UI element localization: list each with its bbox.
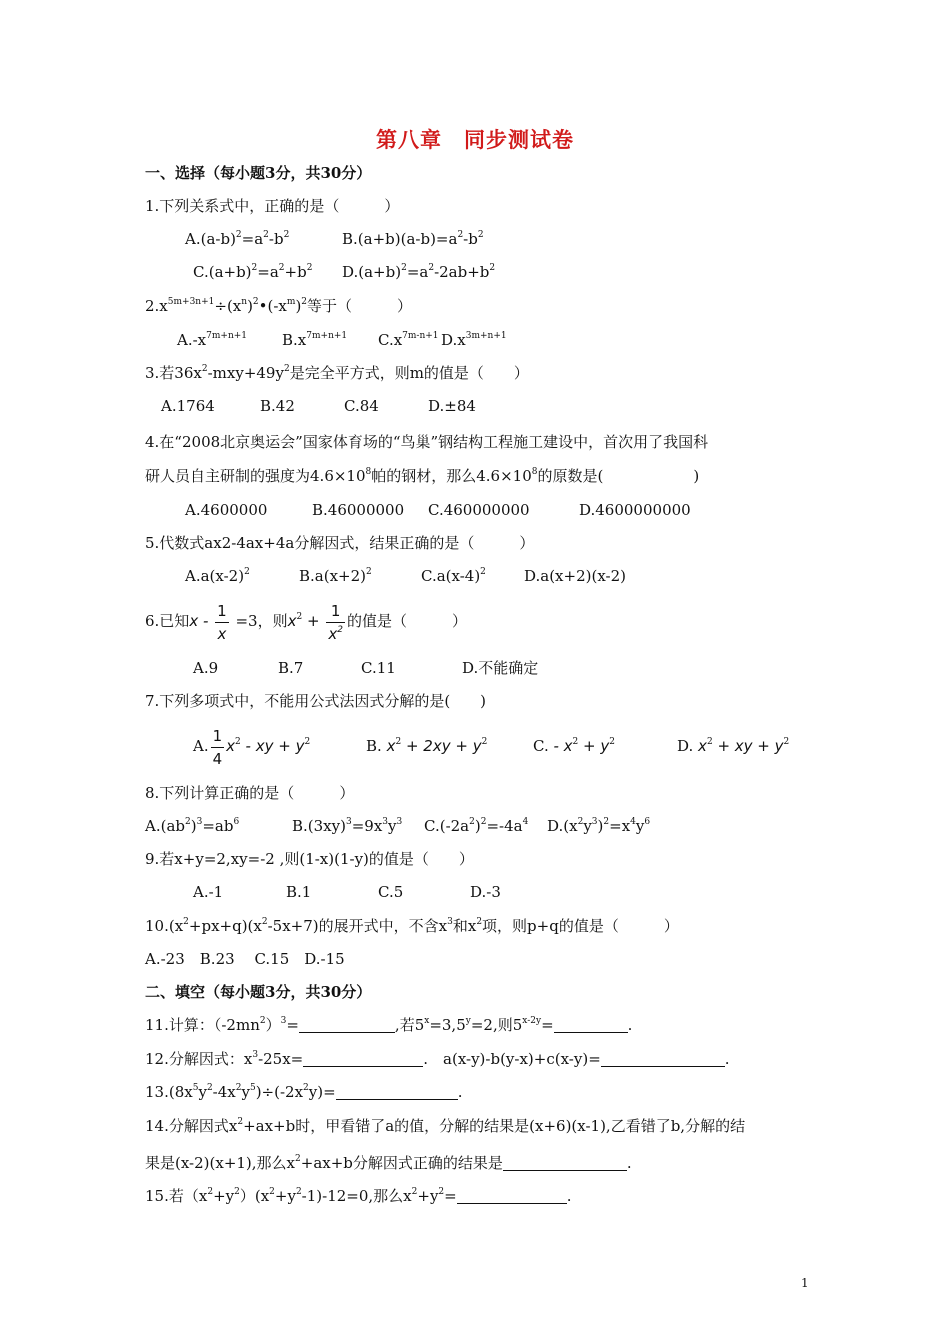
answer-blank[interactable] (457, 1189, 567, 1204)
question-1-stem: 1.下列关系式中，正确的是（ ） (145, 197, 400, 215)
q1-option-d: $D.(a+b)^2=a^2-2ab+b^2$ (342, 263, 496, 281)
question-10-stem: $10.(x^2+px+q)(x^2-5x+7)$的展开式中，不含$x^3$和$x^2$项，则p+q的值是（ ） (145, 917, 679, 935)
question-2-stem: $2.x^{5m+3n+1}\div(x^n)^2•(-x^m)^2$等于（ ） (145, 297, 413, 315)
q8-option-d: $D.(x^2y^3)^2=x^4y^6$ (547, 817, 651, 835)
question-12: 12.分解因式：$x^3-25x=$ . a(x-y)-b(y-x)+c(x-y)= . (145, 1050, 730, 1068)
answer-blank[interactable] (503, 1156, 627, 1171)
q7-option-c: C. - $x^2 + y^2$ (533, 737, 615, 755)
q9-option-a: A.-1 (193, 883, 224, 901)
question-14-line-2: 果是(x-2)(x+1),那么$x^2+ax+b$分解因式正确的结果是 . (145, 1154, 632, 1172)
answer-blank[interactable] (303, 1052, 423, 1067)
question-11: 11.计算：$(-2mn^2)^3=$ ,若$5^x=3,5^y=2$,则$5^{x-2y}=$ . (145, 1016, 633, 1034)
q4-option-b: B.46000000 (312, 501, 405, 519)
q1-option-a: $A.(a-b)^2=a^2-b^2$ (185, 230, 290, 248)
q10-option-b: B.23 (199, 950, 235, 968)
q4-option-a: A.4600000 (185, 501, 268, 519)
q2-option-b: $B.x^{7m+n+1}$ (282, 331, 348, 349)
q3-option-b: B.42 (260, 397, 295, 415)
answer-blank[interactable] (601, 1052, 725, 1067)
page-title: 第八章 同步测试卷 (376, 127, 574, 152)
q2-option-a: $A.-x^{7m+n+1}$ (177, 331, 248, 349)
question-4-line-2: 研人员自主研制的强度为$4.6\times 10^8$帕的钢材，那么$4.6\times 10^8$的原数是( ) (145, 467, 700, 485)
q7-option-a: A. $\frac{1}{4}$ $x^2$ - xy + $y^2$ (193, 726, 311, 768)
q8-option-c: $C.(-2a^2)^2=-4a^4$ (424, 817, 529, 835)
q9-option-b: B.1 (286, 883, 312, 901)
q10-option-a: A.-23 (145, 950, 185, 968)
q7-option-b: B. $x^2 + 2xy + y^2$ (366, 737, 488, 755)
answer-blank[interactable] (554, 1018, 628, 1033)
q1-option-b: $B.(a+b)(a-b)=a^2-b^2$ (342, 230, 484, 248)
q6-option-c: C.11 (361, 659, 396, 677)
question-14-line-1: 14.分解因式$x^2+ax+b$时，甲看错了a的值，分解的结果是(x+6)(x-1),乙看错了b,分解的结 (145, 1117, 746, 1135)
section-heading-choice: 一、选择（每小题3分，共30分） (145, 164, 372, 182)
q2-option-d: $D.x^{3m+n+1}$ (441, 331, 507, 349)
question-13: $13.(8x^5y^2-4x^2y^5)\div(-2x^2y)=$ . (145, 1083, 463, 1101)
q6-option-a: A.9 (193, 659, 219, 677)
q8-option-b: $B.(3xy)^3=9x^3y^3$ (292, 817, 403, 835)
q5-option-d: D.a(x+2)(x-2) (524, 567, 626, 585)
q1-option-c: $C.(a+b)^2=a^2+b^2$ (193, 263, 313, 281)
q3-option-d: D.±84 (428, 397, 476, 415)
section-heading-fill: 二、填空（每小题3分，共30分） (145, 983, 372, 1001)
q3-option-a: A.1764 (161, 397, 215, 415)
q4-option-d: D.4600000000 (579, 501, 691, 519)
question-3-stem: 3.若$36x^2-mxy+49y^2$是完全平方式，则m的值是（ ） (145, 364, 529, 382)
q8-option-a: $A.(ab^2)^3=ab^6$ (145, 817, 240, 835)
q5-option-a: $A.a(x-2)^2$ (185, 567, 250, 585)
question-15: 15.若$(x^2+y^2)(x^2+y^2-1)-12=0$,那么$x^2+y^2=$ . (145, 1187, 572, 1205)
question-6-stem: 6.已知x - $\frac{1}{x}$ =3，则$x^2$ + $\frac{1}{x^2}$ 的值是（ ） (145, 601, 467, 643)
question-7-stem: 7.下列多项式中，不能用公式法因式分解的是( ) (145, 692, 487, 710)
question-8-stem: 8.下列计算正确的是（ ） (145, 784, 355, 802)
question-4-line-1: 4.在“2008北京奥运会”国家体育场的“鸟巢”钢结构工程施工建设中，首次用了我国科 (145, 433, 709, 451)
q5-option-b: $B.a(x+2)^2$ (299, 567, 372, 585)
q6-option-d: D.不能确定 (462, 659, 539, 677)
answer-blank[interactable] (336, 1085, 458, 1100)
q6-option-b: B.7 (278, 659, 304, 677)
question-5-stem: 5.代数式ax2-4ax+4a分解因式，结果正确的是（ ） (145, 534, 535, 552)
q7-option-d: D. $x^2$ + xy + $y^2$ (677, 737, 790, 755)
q5-option-c: $C.a(x-4)^2$ (421, 567, 486, 585)
answer-blank[interactable] (299, 1018, 395, 1033)
q4-option-c: C.460000000 (428, 501, 530, 519)
q9-option-d: D.-3 (470, 883, 501, 901)
question-9-stem: 9.若x+y=2,xy=-2 ,则(1-x)(1-y)的值是（ ） (145, 850, 474, 868)
q10-option-d: D.-15 (304, 950, 345, 968)
q3-option-c: C.84 (344, 397, 379, 415)
q10-options (145, 949, 345, 969)
q9-option-c: C.5 (378, 883, 404, 901)
page-number: 1 (801, 1276, 809, 1290)
q10-option-c: C.15 (254, 950, 290, 968)
q2-option-c: $C.x^{7m-n+1}$ (378, 331, 439, 349)
